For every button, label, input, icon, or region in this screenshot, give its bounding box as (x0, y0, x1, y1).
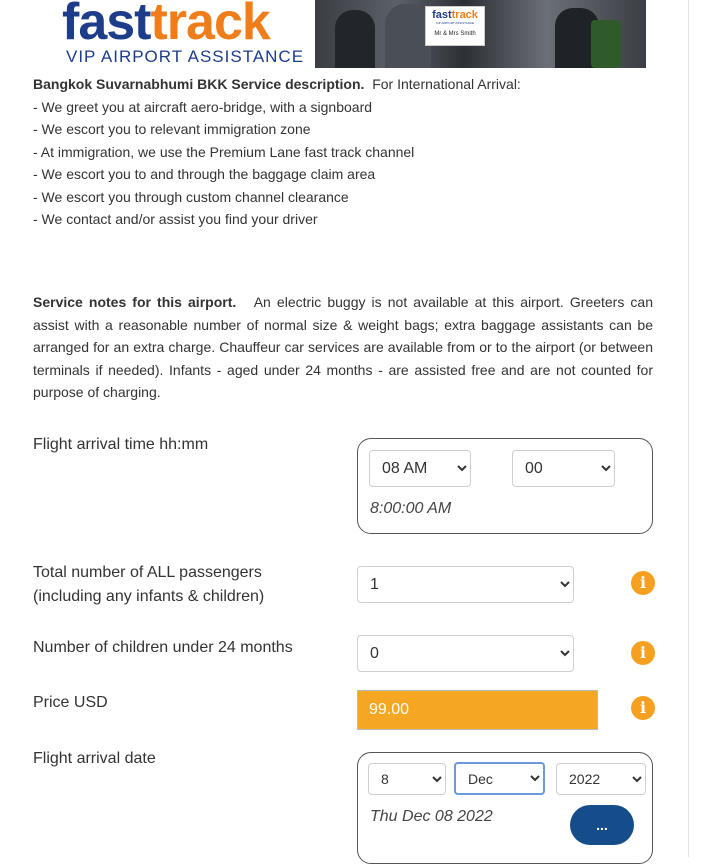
photo-signboard: fasttrack VIP AIRPORT ASSISTANCE Mr & Mrs Smith (425, 6, 485, 46)
logo-fast-text: fast (62, 0, 151, 51)
arrival-day-select[interactable] (368, 763, 446, 795)
right-divider (688, 0, 689, 857)
calendar-picker-button[interactable]: ... (570, 805, 634, 845)
arrival-month-select[interactable] (454, 762, 545, 795)
description-subtitle: For International Arrival: (372, 76, 521, 92)
description-title: Bangkok Suvarnabhumi BKK Service description. (33, 76, 365, 92)
notes-title: Service notes for this airport. (33, 294, 237, 310)
passengers-label: Total number of ALL passengers (including any infants & children) (33, 564, 265, 605)
arrival-date-readout: Thu Dec 08 2022 (370, 808, 493, 825)
photo-sign-name: Mr & Mrs Smith (434, 31, 476, 37)
infants-label: Number of children under 24 months (33, 639, 293, 656)
infants-info-icon[interactable]: i (631, 641, 655, 665)
logo-track-text: track (150, 0, 270, 51)
passengers-select[interactable] (357, 566, 574, 603)
service-notes (33, 291, 653, 404)
description-item: - At immigration, we use the Premium Lane fast track channel (33, 143, 415, 160)
logo-tagline: VIP AIRPORT ASSISTANCE (66, 47, 305, 66)
infants-select[interactable] (357, 635, 574, 672)
price-field: 99.00 (357, 690, 598, 730)
description-item: - We escort you through custom channel clearance (33, 188, 349, 205)
price-info-icon[interactable]: i (631, 696, 655, 720)
arrival-hour-select[interactable] (369, 450, 471, 487)
price-label: Price USD (33, 694, 108, 711)
arrival-time-label: Flight arrival time hh:mm (33, 436, 209, 453)
service-description (33, 73, 663, 231)
fasttrack-logo (60, 0, 305, 68)
arrival-date-label: Flight arrival date (33, 750, 156, 767)
arrival-time-readout: 8:00:00 AM (370, 500, 452, 517)
description-item: - We escort you to relevant immigration zone (33, 121, 311, 137)
description-item: - We greet you at aircraft aero-bridge, with a signboard (33, 98, 373, 115)
description-item: - We escort you to and through the baggage claim area (33, 166, 376, 182)
greeter-photo (315, 0, 646, 68)
notes-body: An electric buggy is not available at this airport. Greeters can assist with a reasonable number of normal size & weight bags; extra baggage assistants can be arranged for an extra charge. Chauffeur car services are available from or to the airport (or between terminals if needed). Infants - aged under 24 months - are assisted free and are not counted for purpose of charging. (33, 294, 653, 400)
description-item: - We contact and/or assist you find your driver (33, 211, 318, 227)
arrival-year-select[interactable] (556, 763, 646, 795)
arrival-minute-select[interactable] (512, 450, 615, 487)
passengers-info-icon[interactable]: i (631, 571, 655, 595)
